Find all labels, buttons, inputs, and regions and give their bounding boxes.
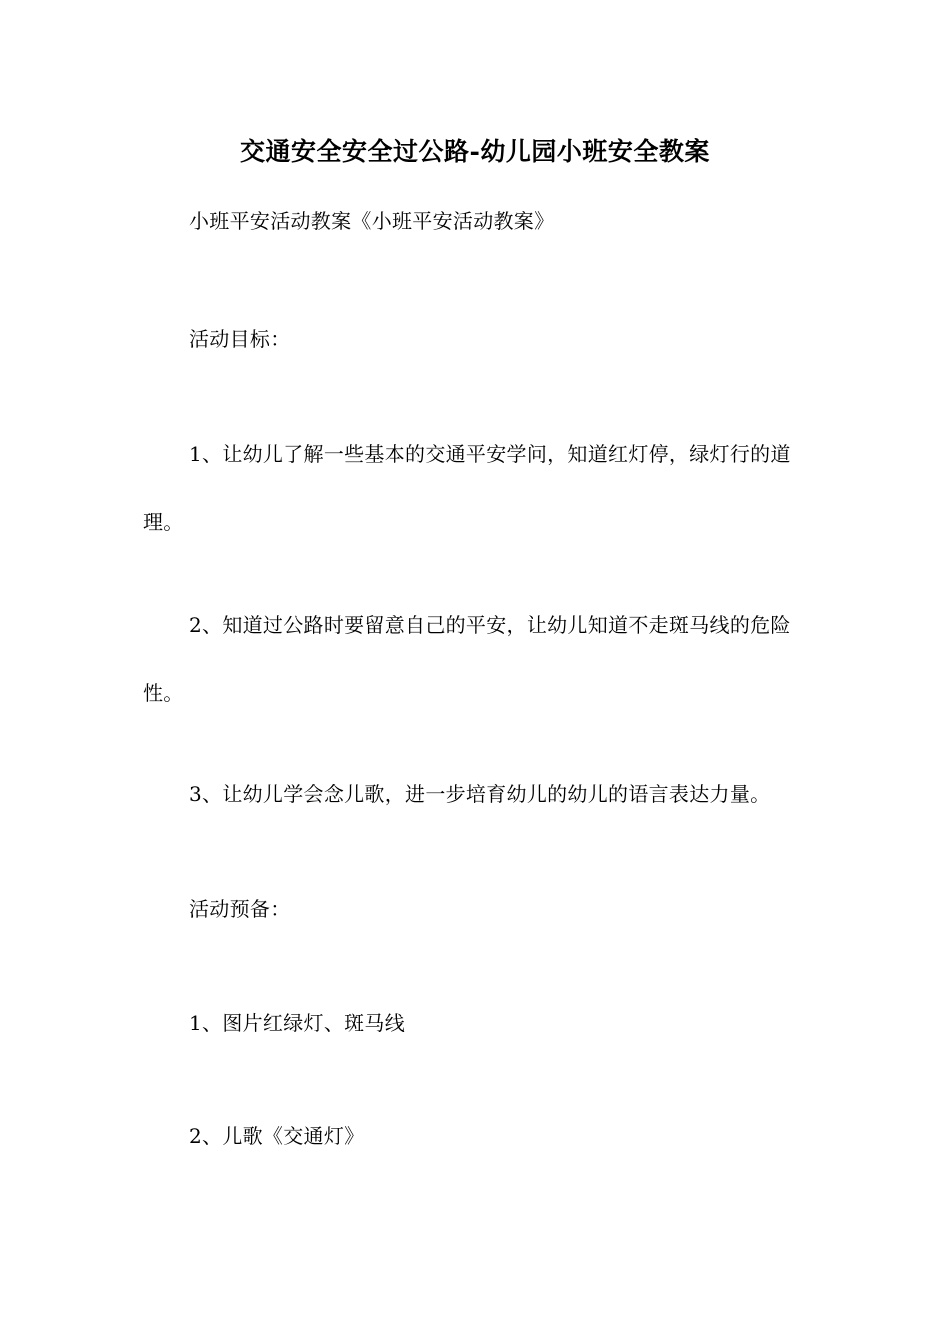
goal-item-1: 1、让幼儿了解一些基本的交通平安学问，知道红灯停，绿灯行的道理。 [143,442,791,534]
goal-item-3: 3、让幼儿学会念儿歌，进一步培育幼儿的幼儿的语言表达力量。 [189,782,771,806]
prep-item-2: 2、儿歌《交通灯》 [189,1124,365,1148]
document-title: 交通安全安全过公路-幼儿园小班安全教案 [240,137,710,166]
prep-item-1: 1、图片红绿灯、斑马线 [189,1011,406,1035]
goal-item-2: 2、知道过公路时要留意自己的平安，让幼儿知道不走斑马线的危险性。 [143,613,791,705]
prep-heading: 活动预备： [189,897,291,921]
lesson-subtitle: 小班平安活动教案《小班平安活动教案》 [189,209,555,233]
goals-heading: 活动目标： [189,327,291,351]
